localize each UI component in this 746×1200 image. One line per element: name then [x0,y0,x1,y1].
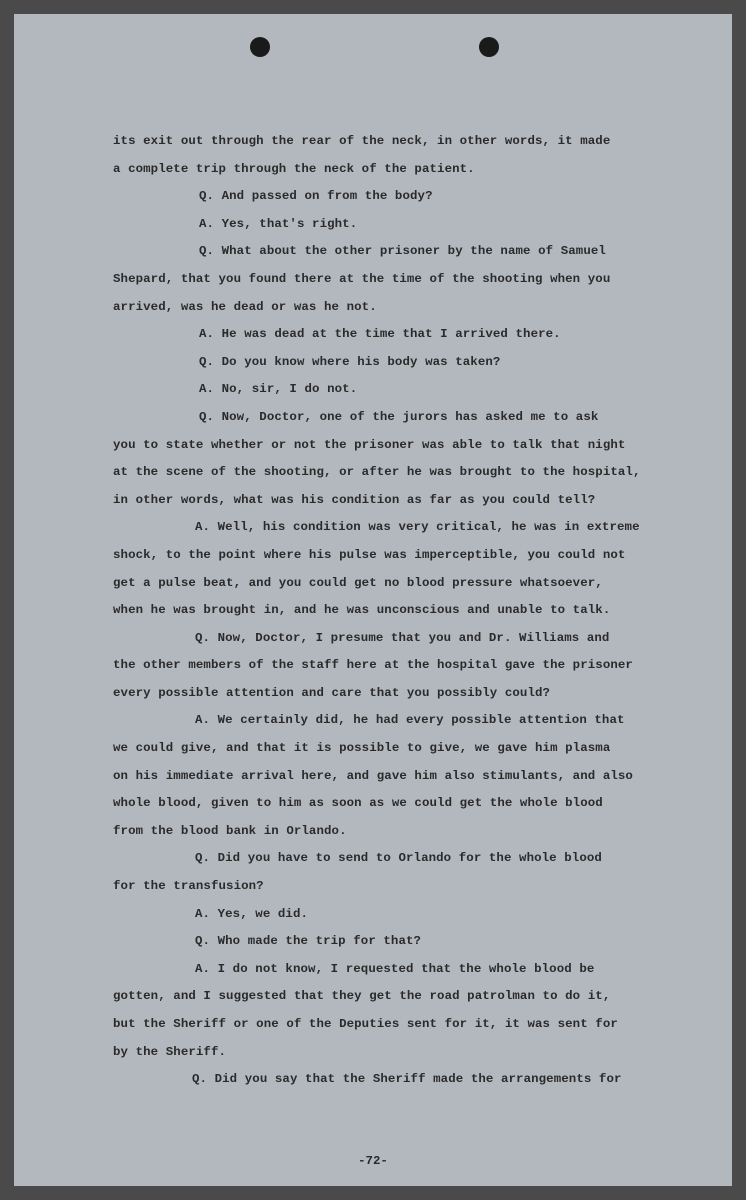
question-line: Q. Do you know where his body was taken? [199,354,501,369]
transcript-line: a complete trip through the neck of the patient. [113,161,475,176]
answer-line: A. We certainly did, he had every possible attention that [195,713,625,728]
transcript-line: from the blood bank in Orlando. [113,823,347,838]
answer-line: A. No, sir, I do not. [199,382,358,397]
question-line: Q. Now, Doctor, I presume that you and Dr. Williams and [195,630,610,645]
question-line: Q. Did you have to send to Orlando for the whole blood [195,851,602,866]
transcript-body [113,128,713,1094]
transcript-line: the other members of the staff here at the hospital gave the prisoner [113,658,633,673]
page-number: -72- [358,1154,388,1168]
punch-hole-left [250,37,270,57]
transcript-line: you to state whether or not the prisoner was able to talk that night [113,437,626,452]
transcript-line: get a pulse beat, and you could get no blood pressure whatsoever, [113,575,603,590]
answer-line: A. Yes, that's right. [199,216,358,231]
transcript-line: for the transfusion? [113,879,264,894]
punch-hole-right [479,37,499,57]
transcript-line: in other words, what was his condition as far as you could tell? [113,492,596,507]
transcript-line: shock, to the point where his pulse was imperceptible, you could not [113,547,626,562]
question-line: Q. Did you say that the Sheriff made the arrangements for [192,1072,622,1087]
question-line: Q. Who made the trip for that? [195,934,422,949]
question-line: Q. Now, Doctor, one of the jurors has asked me to ask [199,409,599,424]
answer-line: A. He was dead at the time that I arrived there. [199,327,561,342]
transcript-line: by the Sheriff. [113,1044,227,1059]
transcript-line: gotten, and I suggested that they get the road patrolman to do it, [113,989,611,1004]
answer-line: A. Yes, we did. [195,906,309,921]
transcript-line: Shepard, that you found there at the time of the shooting when you [113,271,611,286]
answer-line: A. Well, his condition was very critical, he was in extreme [195,520,640,535]
transcript-line: at the scene of the shooting, or after he was brought to the hospital, [113,465,641,480]
question-line: Q. What about the other prisoner by the name of Samuel [199,244,606,259]
transcript-line: arrived, was he dead or was he not. [113,299,377,314]
transcript-line: every possible attention and care that you possibly could? [113,685,551,700]
transcript-line: we could give, and that it is possible to give, we gave him plasma [113,741,611,756]
transcript-line: whole blood, given to him as soon as we could get the whole blood [113,796,603,811]
transcript-line: on his immediate arrival here, and gave him also stimulants, and also [113,768,633,783]
transcript-line: its exit out through the rear of the neck, in other words, it made [113,134,611,148]
question-line: Q. And passed on from the body? [199,189,433,204]
transcript-line: but the Sheriff or one of the Deputies sent for it, it was sent for [113,1017,618,1031]
answer-line: A. I do not know, I requested that the whole blood be [195,961,595,976]
document-page [14,14,732,1186]
transcript-line: when he was brought in, and he was unconscious and unable to talk. [113,603,611,618]
